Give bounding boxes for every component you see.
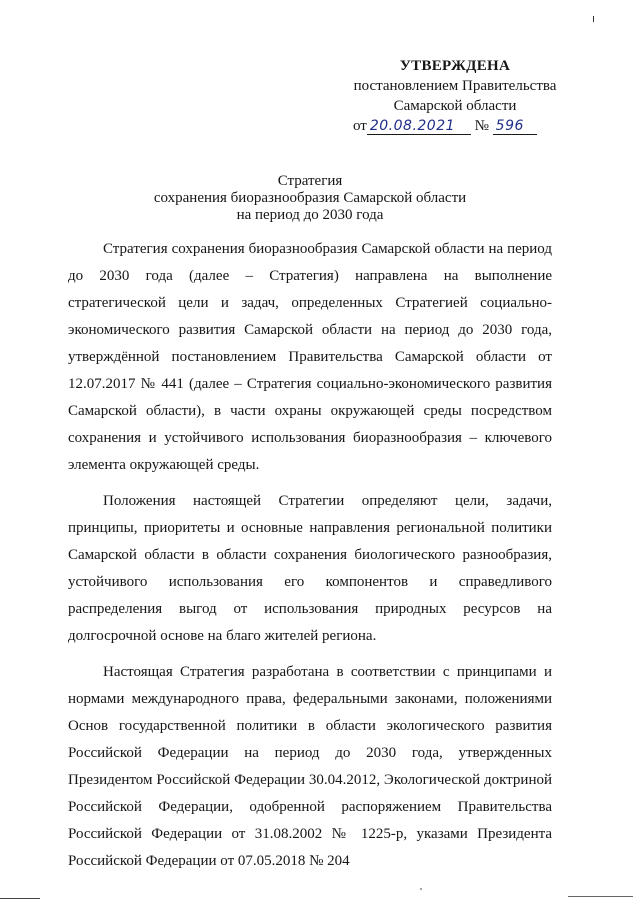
handwritten-number: 596 [493, 118, 537, 135]
approval-stamp [345, 56, 565, 136]
title-line-2: сохранения биоразнообразия Самарской области [153, 190, 467, 206]
paragraph-3: Настоящая Стратегия разработана в соответствии с принципами и нормами международного права, федеральными законами, положениями Основ государственной политики в области экологического развития Российской Федерации на период до 2030 года, утвержденных Президентом Российской Федерации 30.04.2012, Экологической доктриной Российской Федерации, одобренной распоряжением Правительства Российской Федерации от 31.08.2002 № 1225-р, указами Президента Российской Федерации от 07.05.2018 № 204 [68, 664, 552, 869]
scan-speck [420, 888, 422, 890]
paragraph-1: Стратегия сохранения биоразнообразия Самарской области на период до 2030 года (далее – Стратегия) направлена на выполнение стратегической цели и задач, определенных Стратегией социально-экономического развития Самарской области на период до 2030 года, утверждённой постановлением Правительства Самарской области от 12.07.2017 № 441 (далее – Стратегия социально-экономического развития Самарской области), в части охраны окружающей среды посредством сохранения и устойчивого использования биоразнообразия – ключевого элемента окружающей среды. [68, 241, 552, 473]
approval-line-1: постановлением Правительства [353, 78, 557, 94]
approval-heading: УТВЕРЖДЕНА [399, 58, 511, 74]
scan-edge-right [568, 896, 633, 897]
scan-edge-left [0, 898, 40, 899]
title-line-3: на период до 2030 года [236, 207, 384, 223]
scan-mark [593, 16, 594, 22]
date-prefix: от [353, 118, 367, 134]
approval-line-2: Самарской области [393, 98, 517, 114]
title-line-1: Стратегия [277, 173, 343, 189]
number-prefix: № [474, 118, 489, 134]
document-title [60, 173, 560, 224]
handwritten-date: 20.08.2021 [367, 118, 471, 135]
approval-dateline [345, 116, 565, 136]
document-body [68, 236, 552, 884]
paragraph-2: Положения настоящей Стратегии определяют цели, задачи, принципы, приоритеты и основные направления региональной политики Самарской области в области сохранения биологического разнообразия, устойчивого использования его компонентов и справедливого распределения выгод от использования природных ресурсов на долгосрочной основе на благо жителей региона. [68, 493, 552, 644]
